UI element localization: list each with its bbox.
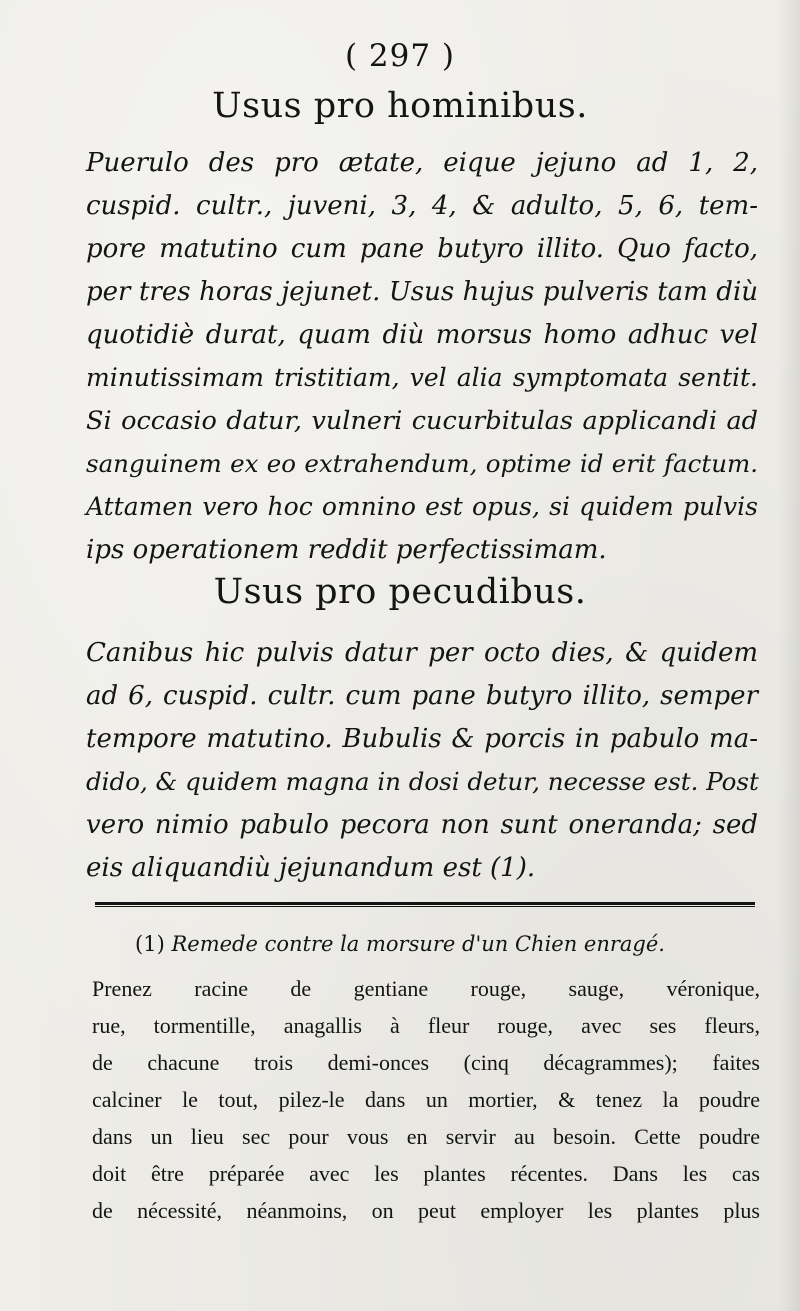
text-line: dido, & quidem magna in dosi detur, necesse est. Post: [86, 767, 759, 796]
text-line: sanguinem ex eo extrahendum, optime id erit factum.: [86, 449, 758, 478]
text-line: quotidiè durat, quam diù morsus homo adhuc vel: [86, 320, 758, 350]
text-line: pore matutino cum pane butyro illito. Quo facto,: [86, 234, 758, 264]
text-line: Puerulo des pro ætate, eique jejuno ad 1, 2,: [86, 148, 758, 178]
footnote-line: doit être préparée avec les plantes récentes. Dans les cas: [92, 1161, 760, 1186]
text-line: eis aliquandiù jejunandum est (1).: [86, 853, 536, 883]
text-line: minutissimam tristitiam, vel alia symptomata sentit.: [86, 363, 758, 392]
footnote-line: rue, tormentille, anagallis à fleur rouge, avec ses fleurs,: [92, 1013, 760, 1038]
text-line: Canibus hic pulvis datur per octo dies, & quidem: [86, 638, 758, 668]
footnote-title: [0, 929, 800, 959]
text-line: per tres horas jejunet. Usus hujus pulveris tam diù: [86, 277, 758, 307]
footnote-title-text: Remede contre la morsure d'un Chien enragé.: [171, 932, 665, 956]
text-line: Attamen vero hoc omnino est opus, si quidem pulvis: [86, 492, 758, 521]
footnote-line: calciner le tout, pilez-le dans un mortier, & tenez la poudre: [92, 1087, 760, 1112]
text-line: tempore matutino. Bubulis & porcis in pabulo ma-: [86, 724, 758, 754]
text-line: Si occasio datur, vulneri cucurbitulas applicandi ad: [86, 406, 758, 436]
section-heading-hominibus: Usus pro hominibus.: [212, 86, 588, 126]
page-edge-shadow: [778, 0, 800, 1311]
text-line: cuspid. cultr., juveni, 3, 4, & adulto, 5, 6, tem-: [86, 191, 758, 221]
section-heading-pecudibus: Usus pro pecudibus.: [213, 572, 587, 612]
footnote-marker: (1): [135, 932, 165, 956]
text-line: ad 6, cuspid. cultr. cum pane butyro illito, semper: [86, 681, 758, 711]
footnote-line: de nécessité, néanmoins, on peut employer les plantes plus: [92, 1198, 760, 1223]
text-line: ips operationem reddit perfectissimam.: [86, 535, 607, 565]
page-number: ( 297 ): [344, 38, 456, 74]
footnote-line: Prenez racine de gentiane rouge, sauge, véronique,: [92, 976, 760, 1001]
footnote-divider-rule: [95, 902, 755, 907]
footnote-line: de chacune trois demi-onces (cinq décagrammes); faites: [92, 1050, 760, 1075]
footnote-line: dans un lieu sec pour vous en servir au besoin. Cette poudre: [92, 1124, 760, 1149]
text-line: vero nimio pabulo pecora non sunt oneranda; sed: [86, 810, 758, 840]
